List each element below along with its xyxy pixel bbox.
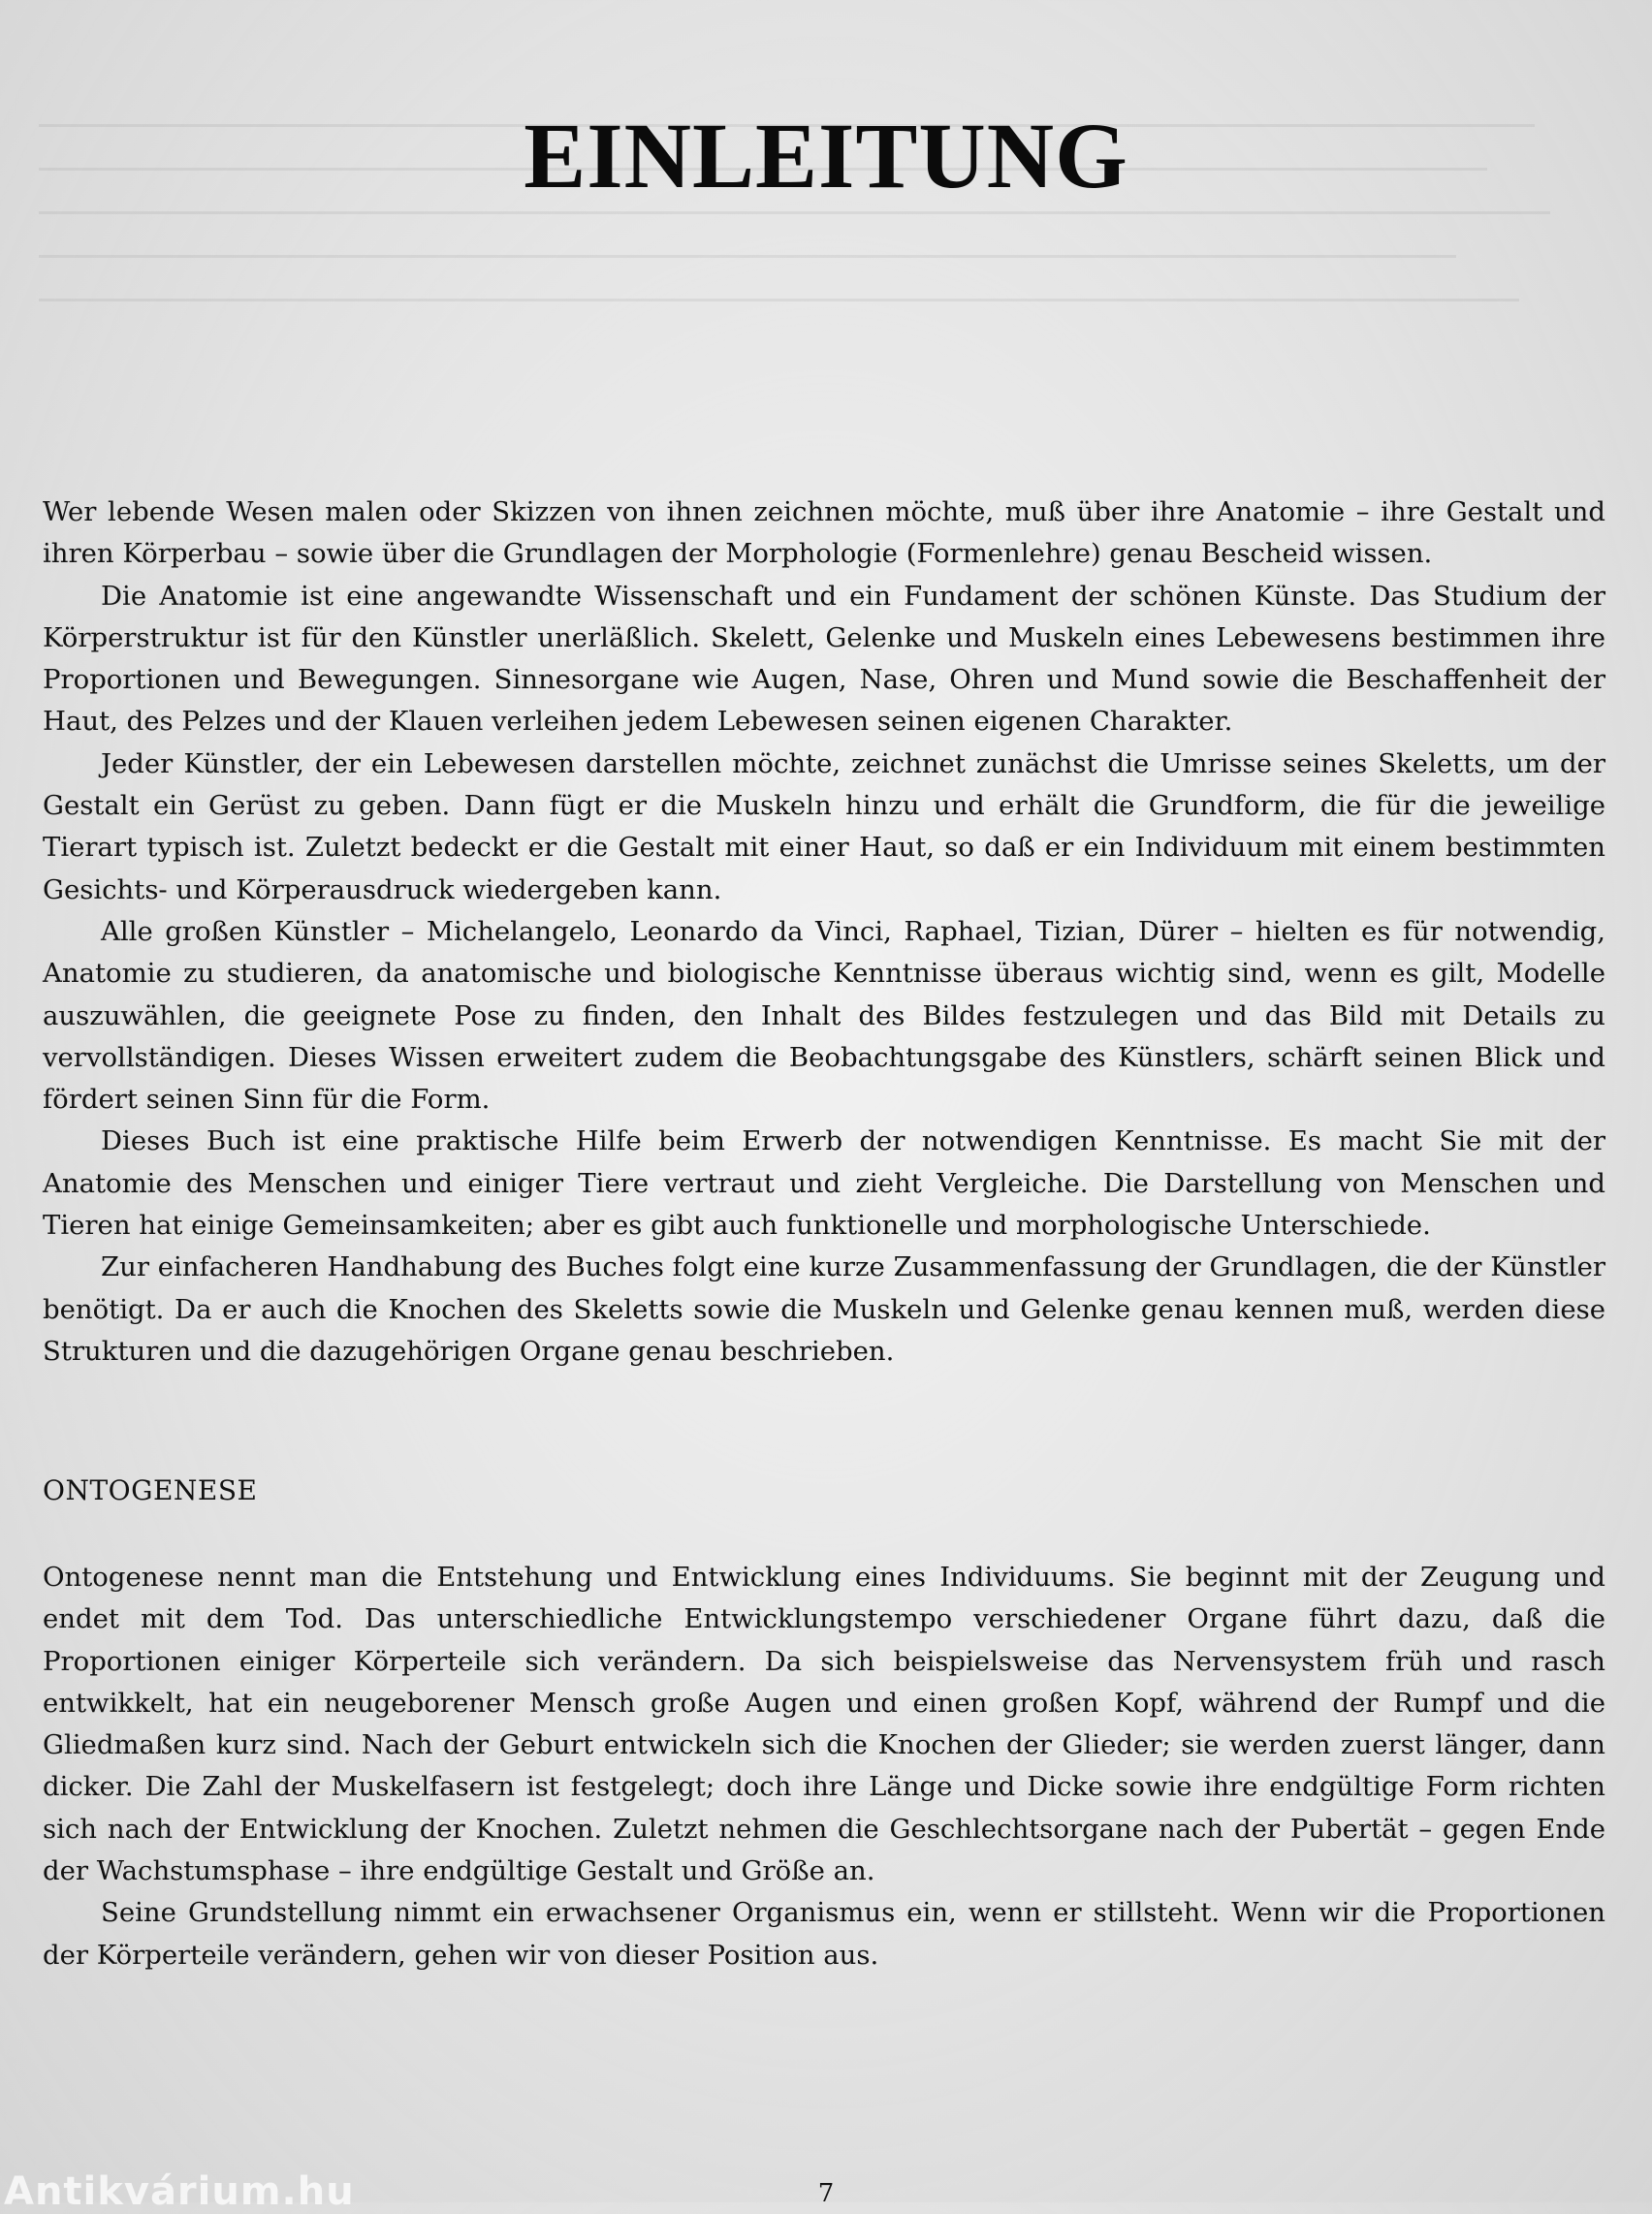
paragraph: Seine Grundstellung nimmt ein erwachsener Organismus ein, wenn er stillsteht. Wenn wir die Proportionen der Körperteile verändern, gehen wir von dieser Position aus. bbox=[43, 1897, 1605, 1971]
page-number: 7 bbox=[817, 2179, 835, 2208]
ontogenese-section bbox=[43, 1557, 1605, 1977]
paragraph: Alle großen Künstler – Michelangelo, Leonardo da Vinci, Raphael, Tizian, Dürer – hielten es für notwendig, Anatomie zu studieren, da anatomische und biologische Kenntnisse überaus wichtig sind, wenn es gilt, Modelle auszuwählen, die geeignete Pose zu finden, den Inhalt des Bildes festzulegen und das Bild mit Details zu vervollständigen. Dieses Wissen erweitert zudem die Beobachtungsgabe des Künstlers, schärft seinen Blick und fördert seinen Sinn für die Form. bbox=[43, 915, 1605, 1116]
paragraph: Ontogenese nennt man die Entstehung und Entwicklung eines Individuums. Sie beginnt mit der Zeugung und endet mit dem Tod. Das unterschiedliche Entwicklungstempo verschiedener Organe führt dazu, daß die Proportionen einiger Körperteile sich verändern. Da sich beispielsweise das Nervensystem früh und rasch entwikkelt, hat ein neugeborener Mensch große Augen und einen großen Kopf, während der Rumpf und die Gliedmaßen kurz sind. Nach der Geburt entwickeln sich die Knochen der Glieder; sie werden zuerst länger, dann dicker. Die Zahl der Muskelfasern ist festgelegt; doch ihre Länge und Dicke sowie ihre endgültige Form richten sich nach der Entwicklung der Knochen. Zuletzt nehmen die Geschlechtsorgane nach der Pubertät – gegen Ende der Wachstumsphase – ihre endgültige Gestalt und Größe an. bbox=[43, 1562, 1605, 1887]
paragraph: Jeder Künstler, der ein Lebewesen darstellen möchte, zeichnet zunächst die Umrisse seines Skeletts, um der Gestalt ein Gerüst zu geben. Dann fügt er die Muskeln hinzu und erhält die Grundform, die für die jeweilige Tierart typisch ist. Zuletzt bedeckt er die Gestalt mit einer Haut, so daß er ein Individuum mit einem bestimmten Gesichts- und Körperausdruck wiedergeben kann. bbox=[43, 747, 1605, 905]
paragraph: Die Anatomie ist eine angewandte Wissenschaft und ein Fundament der schönen Künste. Das Studium der Körperstruktur ist für den Künstler unerläßlich. Skelett, Gelenke und Muskeln eines Lebewesens bestimmen ihre Proportionen und Bewegungen. Sinnesorgane wie Augen, Nase, Ohren und Mund sowie die Beschaffenheit der Haut, des Pelzes und der Klauen verleihen jedem Lebewesen seinen eigenen Charakter. bbox=[43, 580, 1605, 738]
watermark-logo: Antikvárium.hu bbox=[4, 2169, 355, 2214]
introduction-section bbox=[43, 491, 1605, 1373]
page-title: EINLEITUNG bbox=[524, 104, 1128, 207]
section-heading-ontogenese: ONTOGENESE bbox=[43, 1474, 258, 1506]
paragraph: Dieses Buch ist eine praktische Hilfe beim Erwerb der notwendigen Kenntnisse. Es macht Sie mit der Anatomie des Menschen und einiger Tiere vertraut und zieht Vergleiche. Die Darstellung von Menschen und Tieren hat einige Gemeinsamkeiten; aber es gibt auch funktionelle und morphologische Unterschiede. bbox=[43, 1125, 1605, 1242]
paragraph: Wer lebende Wesen malen oder Skizzen von ihnen zeichnen möchte, muß über ihre Anatomie – ihre Gestalt und ihren Körperbau – sowie über die Grundlagen der Morphologie (Formenlehre) genau Bescheid wissen. bbox=[43, 496, 1605, 570]
paragraph: Zur einfacheren Handhabung des Buches folgt eine kurze Zusammenfassung der Grundlagen, die der Künstler benötigt. Da er auch die Knochen des Skeletts sowie die Muskeln und Gelenke genau kennen muß, werden diese Strukturen und die dazugehörigen Organe genau beschrieben. bbox=[43, 1251, 1605, 1367]
